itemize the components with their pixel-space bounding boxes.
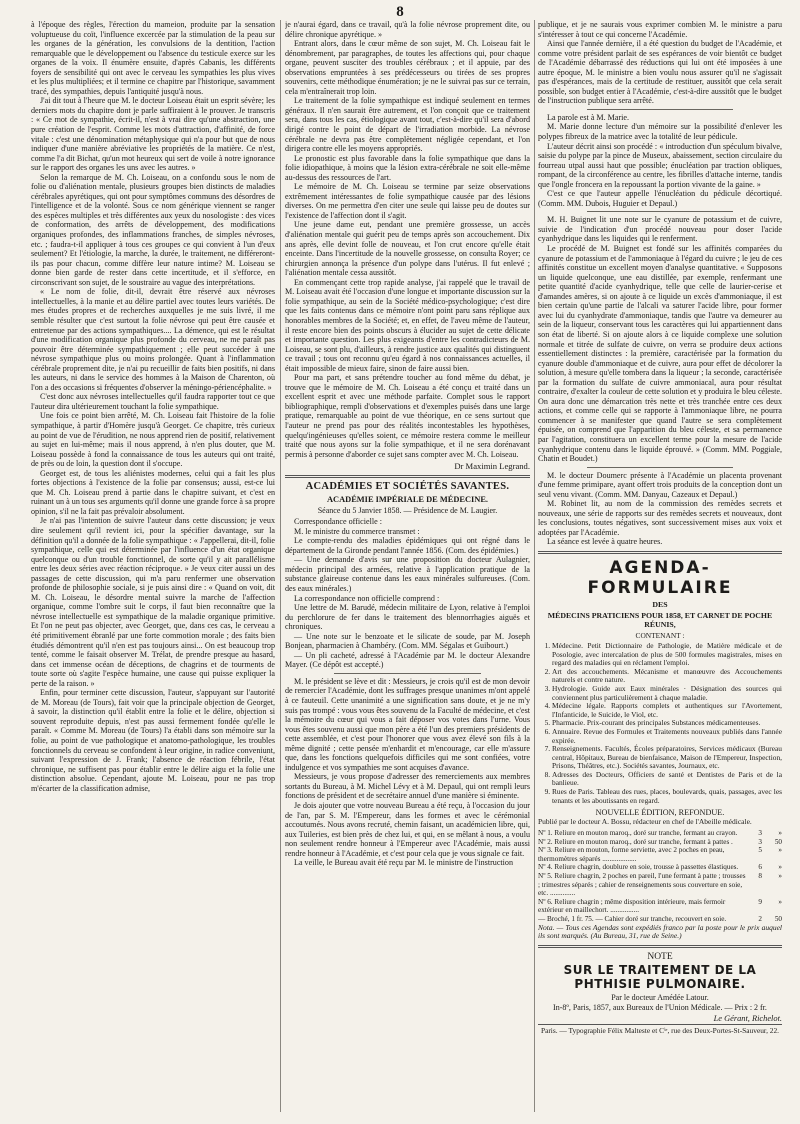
- price-cents: 50: [774, 915, 782, 923]
- price-label: Nº 5. Reliure chagrin, 2 poches en pareil, l'une fermant à patte ; trousses ; trimestres séparés ; cahier de renseignements sous couverture en soie, etc. ..............: [538, 872, 746, 898]
- paragraph: Le procédé de M. Buignet est fondé sur les affinités comparées du cyanure de potassium et de l'ammoniaque à l'égard du cuivre ; le jeu de ces affinités constitue un excellent moyen d'analyse quantitative. « Supposons un liquide quelconque, une eau distillée, par exemple, renfermant une petite quantité d'acide cyanhydrique, telle que celle de laurier-cerise et d'amandes amères, si on ajoute à ce liquide un excès d'ammoniaque, il est bien certain qu'une partie de l'alcali va saturer l'acide libre, pour former avec lui du cyanhydrate d'ammoniaque, tandis que l'autre va demeurer au sein de la liqueur, conservant tous les caractères qui lui appartiennent dans son état de liberté. Si on ajoute alors à ce liquide complexe une solution normale et titrée de sulfate de cuivre, on verra se produire deux actions essentiellement distinctes : la première, caractérisée par la formation du cyanure double d'ammoniaque et de cuivre, aura pour effet de décolorer la solution, à mesure qu'elle tombera dans la liqueur ; la seconde, caractérisée par la formation du sulfate de cuivre ammoniacal, aura pour résultat contraire, d'exalter la couleur de cette solution et y produira le bleu céleste. On aura donc une démarcation très nette et très tranchée entre ces deux actions, et comme celle qui se rapporte à l'ammoniaque libre, ne pourra commencer à se manifester que quand l'autre se sera complètement épuisée, on comprend que l'apparition du bleu céleste, et sa permanence par l'agitation, constituera un excellent terme pour la mesure de l'acide cyanhydrique contenu dans le liquide éprouvé. » (Comm. MM. Poggiale, Chatin et Boudet.): [538, 244, 782, 464]
- paragraph: Je dois ajouter que votre nouveau Bureau a été reçu, à l'occasion du jour de l'an, par S. M. l'Empereur, dans les formes et avec le cérémonial accoutumés. Nous avons recruté, chemin faisant, un académicien libre, qui, aux Tuileries, est bien près de chez lui, et qui, en se mêlant à nous, a voulu non seulement rendre honneur à l'Empereur avec l'Académie, mais aussi rendre honneur à l'Académie, et c'est pour cela que je vous signale ce fait.: [285, 801, 530, 858]
- list-item: 6. Annuaire. Revue des Formules et Traitements nouveaux publiés dans l'année expirée.: [552, 728, 782, 745]
- paragraph: Pour ma part, et sans prétendre toucher au fond même du débat, je trouve que le mémoire de M. Ch. Loiseau a été conçu et traité dans un excellent esprit et avec une méthode parfaite. Complet sous le rapport bibliographique, rempli d'observations et d'exemples puisés dans une large pratique, remarquable au point de vue théorique, en ce sens surtout que l'auteur ne prend pas pour des réalités incontestables les hypothèses, quelqu'ingénieuses qu'elles soient, ce mémoire restera comme le meilleur traité que nous ayons sur la folie sympathique, et il ne sera dorénavant permis à personne d'aborder ce sujet sans compter avec M. Ch. Loiseau.: [285, 373, 530, 459]
- price-label: Nº 2. Reliure en mouton maroq., doré sur tranche, fermant à pattes .: [538, 837, 733, 846]
- publisher-line: Publié par le docteur A. Bossu, rédacteur en chef de l'Abeille médicale.: [538, 817, 752, 827]
- price-francs: 5: [758, 846, 762, 855]
- price-label: Nº 4. Reliure chagrin, doublure en soie, trousse à passettes élastiques.: [538, 863, 739, 872]
- table-row: [538, 872, 782, 898]
- table-row: [538, 838, 782, 847]
- price-francs: 9: [758, 897, 762, 906]
- list-item: 7. Renseignements. Facultés, Écoles préparatoires, Services médicaux (Bureau central, Hôpitaux, Bureau de bienfaisance, Maison de l'Empereur, Inspection, Prisons, Théâtres, etc.). Sociétés savantes, Journaux, etc.: [552, 745, 782, 771]
- paragraph: C'est ce que l'auteur appelle l'énucléation du pédicule décortiqué. (Comm. MM. Dubois, Huguier et Depaul.): [538, 189, 782, 208]
- paragraph: La séance est levée à quatre heures.: [547, 537, 663, 547]
- column-1: [31, 20, 275, 1114]
- page-number: 8: [396, 4, 404, 20]
- paragraph: — Une demande d'avis sur une proposition du docteur Aulagnier, médecin principal des armées, relative à l'application pratique de la substance glaireuse contenue dans les eaux minérales sulfureuses. (Com. des eaux minérales.): [285, 555, 530, 593]
- paragraph: M. le docteur Doumerc présente à l'Académie un placenta provenant d'une femme primipare, ayant offert trois produits de la conception dont un seul venu vivant. (Comm. MM. Danyau, Cazeaux et Depaul.): [538, 470, 782, 499]
- paragraph: M. le ministre du commerce transmet :: [294, 526, 420, 536]
- paragraph: C'est donc aux névroses intellectuelles qu'il faudra rapporter tout ce que l'auteur dira ultérieurement touchant la folie sympathique.: [31, 392, 275, 411]
- paragraph: La correspondance non officielle comprend :: [294, 593, 440, 603]
- agenda-subtitle: DES: [652, 599, 668, 609]
- paragraph: Une fois ce point bien arrêté, M. Ch. Loiseau fait l'histoire de la folie sympathique, à partir d'Homère jusqu'à Georget. Ce chapitre, très curieux au point de vue de l'érudition, ne nous apprend rien de positif, relativement au sujet en lui-même; mais il nous apprend, à n'en plus douter, que M. Loiseau possède à fond la connaissance de tous les auteurs qui ont traité, de près ou de loin, la question dont il s'occupe.: [31, 411, 275, 469]
- price-francs: 3: [758, 829, 762, 838]
- section-heading: ACADÉMIES ET SOCIÉTÉS SAVANTES.: [305, 481, 510, 493]
- paragraph: — Une note sur le benzoate et le silicate de soude, par M. Joseph Bonjean, pharmacien à Chambéry. (Com. MM. Ségalas et Guibourt.): [285, 631, 530, 651]
- paragraph: Correspondance officielle :: [294, 517, 382, 527]
- price-cents: 50: [774, 837, 782, 846]
- paragraph: Le pronostic est plus favorable dans la folie sympathique que dans la folie idiopathique, à moins que la lésion extra-cérébrale ne soit elle-même au-dessus des ressources de l'art.: [285, 153, 530, 182]
- price-francs: 8: [758, 872, 762, 881]
- paragraph: à l'époque des règles, l'érection du mameion, produite par la sensation voluptueuse du coït, l'influence excercée par la stimulation de la peau sur les organes de la génération, les convulsions de la dentition, l'action remarquable que le développement ou l'absence du testicule exerce sur les organes de la voix. Il énumère ensuite, d'après Cabanis, les différents foyers de sensibilité qui ont avec le cerveau les sympathies les plus vives et les plus multipliées; et il termine ce chapitre par l'historique, savamment tracé, des sympathies, depuis l'antiquité jusqu'à nous.: [31, 20, 275, 96]
- list-item: 4. Médecine légale. Rapports complets et authentiques sur l'Avortement, l'Infanticide, le Suicide, le Viol, etc.: [552, 702, 782, 719]
- price-label: Nº 1. Reliure en mouton maroq., doré sur tranche, fermant au crayon.: [538, 829, 738, 838]
- column-3: [538, 20, 782, 1114]
- table-row: [538, 863, 782, 872]
- paragraph: La veille, le Bureau avait été reçu par M. le ministre de l'instruction: [294, 858, 514, 868]
- paragraph: publique, et je ne saurais vous exprimer combien M. le ministre a paru s'intéresser à tout ce qui concerne l'Académie.: [538, 20, 782, 39]
- manager-signature: Le Gérant, Richelot.: [713, 1014, 782, 1024]
- price-cents: »: [778, 846, 782, 855]
- price-francs: 3: [758, 837, 762, 846]
- paragraph: — Un pli cacheté, adressé à l'Académie par M. le docteur Alexandre Mayer. (Ce dépôt est accepté.): [285, 650, 530, 670]
- book-review-continuation: [31, 20, 275, 793]
- paragraph: Je n'ai pas l'intention de suivre l'auteur dans cette discussion; je veux dire seulement qu'il revient ici, pour la spécifier davantage, sur la définition qu'il a donnée de la folie sympathique : « J'appellerai, dit-il, folie sympathique, celle qui est déterminée par l'influence d'un état organique quelconque ou d'un trouble fonctionnel, de sorte qu'il y ait parallélisme entre les deux séries avec réaction réciproque. » Je veux citer aussi un des passages de cette discussion, qui m'a paru renfermer une observation profonde de philosophie sociale, si je puis ainsi dire : « Quand on voit, dit M. Ch. Loiseau, le désordre mental suivre la marche de l'affection organique, comme l'ombre suit le corps, il faut bien reconnaître que la névrose intellectuelle est sympathique de la maladie organique primitive. Et l'on ne peut pas objecter, avec Georget, que, dans ces cas, le cerveau a été primitivement ébranlé par une forte commotion morale ; des faits bien étudiés démontrent qu'il n'en est pas toujours ainsi... On est beaucoup trop tenté, comme le faisait observer M. Trélat, de prendre presque au hasard, dans cet immense océan de déceptions, de chagrins et de tourments de toute sorte où s'agite l'espèce humaine, une cause qui puisse expliquer la perte de la raison. »: [31, 516, 275, 688]
- divider: [587, 467, 733, 468]
- paragraph: L'auteur décrit ainsi son procédé : « introduction d'un spéculum bivalve, saisie du polype par la pince de Museux, abaissement, section circulaire du fourreau utpal aussi haut que possible; énucléation par traction obliques, rompant, de la circonférence au centre, les fibrilles d'attache interne, tandis que l'ongle froncera en la repoussant la portion vivante de la gaine. »: [538, 141, 782, 189]
- paragraph: M. le président se lève et dit : Messieurs, je crois qu'il est de mon devoir de remercier l'Académie, dont les suffrages presque unanimes m'ont appelé à ce fauteuil. Cette unanimité a une signification sans doute, et je ne m'y suis pas trompé : vous vous êtes souvenu de la Faculté de médecine, et c'est la mémoire du cœur qui vous a fait déposer vos votes dans l'urne. Vous vous êtes souvenu aussi que mon père a été l'un des premiers présidents de cette assemblée, et c'est pour l'honorer que vous avez élevé son fils à la même dignité ; cette pensée m'enhardit et m'encourage, car elle m'assure que, dans les fonctions quelquefois difficiles qui me sont confiées, votre indulgence et vos sympathies me sont acquises d'avance.: [285, 676, 530, 772]
- paragraph: M. Robinet lit, au nom de la commission des remèdes secrets et nouveaux, une série de rapports sur des remèdes secrets et nouveaux, dont les conclusions, toutes négatives, sont successivement mises aux voix et adoptées par l'Académie.: [538, 499, 782, 537]
- note-title: SUR LE TRAITEMENT DE LA PHTHISIE PULMONAIRE.: [563, 963, 757, 992]
- section-divider: [285, 475, 530, 478]
- price-francs: 6: [758, 863, 762, 872]
- paragraph: Une jeune dame eut, pendant une première grossesse, un accès d'aliénation mentale qui guérit peu de temps après son accouchement. Dix ans après, elle devint folle de nouveau, et l'on crut encore qu'elle était enceinte. Dans l'incertitude de la nouvelle grossesse, on consulta Royer; ce chirurgien annonça la présence d'un polype dans l'utérus. Il fut enlevé ; l'aliénation mentale cessa aussitôt.: [285, 220, 530, 278]
- paragraph: Selon la remarque de M. Ch. Loiseau, on a confondu sous le nom de folie ou d'aliénation mentale, plusieurs groupes bien distincts de maladies cérébrales apyrétiques, qui ont pour symptômes communs des désordres de l'intelligence et de la volonté. Sous ce nom générique viennent se ranger des espèces multiples et très différentes aux yeux du nosologiste : des vices de conformation, des arrêts de développement, des modifications organiques profondes, des inflammations franches, de simples névroses, etc. ; faudra-t-il appliquer à tous ces groupes ce qui convient à l'un d'eux seulement? Et l'étiologie, la marche, la durée, le traitement, ne différeront-ils pas pour chacun, comme diffère leur nature intime? M. Loiseau se donne bien garde de rester dans cette incertitude, et il s'efforce, en circonscrivant son sujet, de le soustraire au vague des interprétations.: [31, 172, 275, 287]
- paragraph: J'ai dit tout à l'heure que M. le docteur Loiseau était un esprit sévère; les derniers mots du chapitre dont je parle suffiraient à le prouver. Je transcris : « Ce mot de sympathie, écrit-il, n'est à vrai dire qu'une abstraction, une pure création de l'esprit. Comme les mots d'attraction, d'affinité, de force vitale : c'est une dénomination métaphysique qui n'a pour but que de nous indiquer d'une manière abréviative les propriétés de la matière. Ce n'est, comme l'a dit Bichat, qu'un mot heureux qui sert de voile à notre ignorance sur le rapport des organes les uns avec les autres. »: [31, 96, 275, 173]
- paragraph: Le mémoire de M. Ch. Loiseau se termine par seize observations extrêmement intéressantes de folie sympathique causée par des lésions diverses. On me permettra d'en citer une seule qui laisse peu de doutes sur l'existence de l'affection dont il s'agit.: [285, 182, 530, 220]
- paragraph: Messieurs, je vous propose d'adresser des remerciements aux membres sortants du Bureau, à M. Michel Lévy et à M. Depaul, qui ont rempli leurs fonctions de président et de secrétaire annuel d'une manière si éminente.: [285, 772, 530, 801]
- divider: [334, 673, 481, 674]
- paragraph: « Le nom de folie, dit-il, devrait être réservé aux névroses intellectuelles, à la manie et au délire partiel avec toutes leurs variétés. De mes études propres et de recherches auxquelles je me suis livré, il me semble résulter que c'est surtout la folie névrose qui peut être causée et entretenue par des actions sympathiques.... La démence, qui est le résultat d'une modification organique plus profonde du cerveau, ne me paraît pas pouvoir être déterminée sympathiquement ; elle peut succéder à une névrose sympathique plus ou moins prolongée. Quant à l'inflammation cérébrale proprement dite, je n'ai pu recueillir de faits bien positifs, ni dans les auteurs, ni dans le service des hommes à la Maison de Charenton, où l'on a des occasions si fréquentes d'observer la méningo-périencéphalite. »: [31, 287, 275, 392]
- paragraph: Une lettre de M. Barudé, médecin militaire de Lyon, relative à l'emploi du perchlorure de fer dans le traitement des blennorrhagies aiguës et chroniques.: [285, 603, 530, 632]
- printer-imprint: Paris. — Typographie Félix Malteste et Cⁱᵉ, rue des Deux-Portes-St-Sauveur, 22.: [538, 1024, 782, 1035]
- price-table: [538, 829, 782, 924]
- agenda-advertisement: [538, 558, 782, 941]
- price-cents: »: [778, 897, 782, 906]
- price-cents: »: [778, 863, 782, 872]
- list-item: 8. Adresses des Docteurs, Officiers de santé et Dentistes de Paris et de la banlieue.: [552, 771, 782, 788]
- section-divider: [538, 551, 782, 554]
- divider: [587, 109, 733, 110]
- paragraph: Ainsi que l'année dernière, il a été question du budget de l'Académie, et comme votre président parlait de ses espérances de voir bientôt ce budget de l'Académie débarrassé des réductions qui lui ont été imposées à une autre époque, M. le ministre a bien voulu nous assurer qu'il ne s'agissait pas d'espérances, mais de la certitude de restituer, aussitôt que cela serait possible, son budget entier à l'Académie, c'est-à-dire aussitôt que le budget de l'instruction publique sera arrêté.: [538, 39, 782, 106]
- paragraph: Le compte-rendu des maladies épidémiques qui ont régné dans le département de la Gironde pendant l'année 1856. (Com. des épidémies.): [285, 536, 530, 555]
- shipping-note: Nota. — Tous ces Agendas sont expédiés franco par la poste pour le prix auquel ils sont marqués. (Au Bureau, 31, rue de Seine.): [538, 922, 782, 941]
- paragraph: En commençant cette trop rapide analyse, j'ai rappelé que le travail de M. Loiseau avait été l'occasion d'une longue et importante discussion sur la folie sympathique, au sein de la Société médico-psychologique; c'est dire que les faits contenus dans ce mémoire n'ont point paru sans réplique aux honorables membres de la Société; et, en effet, de l'aveu même de l'auteur, il reste encore bien des points obscurs à élucider au sujet de cette délicate et importante question. Les plus exigeants d'entre les contradicteurs de M. Loiseau, se sont plu, d'ailleurs, à rendre justice aux qualités qui distinguent ce travail ; tous ont reconnu qu'eu égard à nos connaissances actuelles, il était impossible de mieux faire, sinon de faire aussi bien.: [285, 277, 530, 373]
- section-divider: [538, 945, 782, 948]
- table-row: [538, 829, 782, 838]
- note-advertisement: [538, 952, 782, 1012]
- column-2: [285, 20, 530, 1114]
- edition-note: NOUVELLE ÉDITION, REFONDUE.: [595, 808, 725, 818]
- table-row: [538, 846, 782, 863]
- price-cents: »: [778, 872, 782, 881]
- price-label: Nº 6. Reliure chagrin ; même disposition intérieure, mais fermoir extérieur en maillechort. ................: [538, 897, 726, 915]
- note-publication: In-8º, Paris, 1857, aux Bureaux de l'Union Médicale. — Prix : 2 fr.: [553, 1003, 767, 1013]
- academy-heading: ACADÉMIE IMPÉRIALE DE MÉDECINE.: [327, 495, 488, 505]
- paragraph: M. Marie donne lecture d'un mémoire sur la possibilité d'enlever les polypes fibreux de la matrice avec la totalité de leur pédicule.: [538, 122, 782, 142]
- agenda-contents-list: [538, 642, 782, 805]
- price-cents: »: [778, 829, 782, 838]
- agenda-title: AGENDA-FORMULAIRE: [587, 557, 733, 598]
- paragraph: La parole est à M. Marie.: [547, 112, 630, 122]
- paragraph: Georget est, de tous les aliénistes modernes, celui qui a fait les plus fortes objections à l'existence de la folie par consensus; aussi, est-ce lui que M. Ch. Loiseau prend à partie dans le chapitre suivant, et c'est en ruinant un à un tous ses arguments qu'il donne une grande force à sa propre opinion, s'il ne la fait pas prévaloir absolument.: [31, 468, 275, 516]
- paragraph: je n'aurai égard, dans ce travail, qu'à la folie névrose proprement dite, ou délire chronique apyrétique. »: [285, 20, 530, 39]
- list-item: 2. Art des accouchements. Mécanisme et manœuvre des Accouchements naturels et contre nature.: [552, 668, 782, 685]
- price-label: — Broché, 1 fr. 75. — Cahier doré sur tranche, recouvert en soie.: [538, 915, 727, 923]
- author-signature: Dr Maximin Legrand.: [454, 461, 530, 472]
- note-label: NOTE: [647, 952, 673, 963]
- price-francs: 2: [758, 915, 762, 923]
- table-row: [538, 898, 782, 915]
- list-item: 1. Médecine. Petit Dictionnaire de Pathologie, de Matière médicale et de Posologie, avec intercalation de plus de 500 formules magistrales, mises en regard des maladies qui en réclament l'emploi.: [552, 642, 782, 668]
- price-label: Nº 3. Reliure en mouton, forme serviette, avec 2 poches en peau, thermomètres séparés ...................: [538, 846, 725, 863]
- paragraph: Entrant alors, dans le cœur même de son sujet, M. Ch. Loiseau fait le dénombrement, par paragraphes, de toutes les affections qui, pour chaque organe, peuvent susciter des troubles cérébraux ; et il appuie, par des observations empruntées à ses prédécesseurs ou tirées de ses propres souvenirs, cette méthodique énumération; je ne le suivrai pas sur ce terrain, cela m'entraînerait trop loin.: [285, 39, 530, 96]
- paragraph: M. H. Buignet lit une note sur le cyanure de potassium et de cuivre, suivie de l'indication d'un procédé nouveau pour doser l'acide cyanhydrique dans les liquides qui le renferment.: [538, 215, 782, 244]
- paragraph: Le traitement de la folie sympathique est indiqué seulement en termes généraux. Il n'en saurait être autrement, et l'on conçoit que ce traitement sera, dans tous les cas, étiologique avant tout, c'est-à-dire qu'il sera d'abord dirigé contre le point de départ de l'irradiation morbide. La névrose cérébrale ne devra pas être complètement négligée cependant, et l'on dirigera contre elle les moyens appropriés.: [285, 96, 530, 154]
- column-rule: [534, 20, 535, 1112]
- agenda-subtitle: MÉDECINS PRATICIENS POUR 1858, ET CARNET DE POCHE RÉUNIS,: [547, 610, 773, 629]
- note-author: Par le docteur Amédée Latour.: [611, 993, 709, 1003]
- list-item: 9. Rues de Paris. Tableau des rues, places, boulevards, quais, passages, avec les tenants et les aboutissants en regard.: [552, 788, 782, 805]
- paragraph: Enfin, pour terminer cette discussion, l'auteur, s'appuyant sur l'autorité de M. Moreau (de Tours), fait voir que la principale objection de Georget, à savoir, la distinction qu'il établit entre la folie et le délire, objection si souvent reproduite depuis, n'est pas aussi fermement fondée qu'elle le paraît. « Comme M. Moreau (de Tours) l'a établi dans son mémoire sur la folie, au point de vue pathologique et anatomo-pathologique, les troubles fonctionnels du cerveau se confondent à leur origine, in radice conveniunt, suivant l'expression de J. Frank; l'absence de réaction fébrile, l'état chronique, ne suffisent pas pour établir entre le délire aigu et la folie une distinction absolue. Cependant, ajoute M. Loiseau, pour ne pas trop m'écarter de la classification admise,: [31, 688, 275, 793]
- agenda-subtitle: CONTENANT :: [635, 630, 685, 640]
- list-item: 3. Hydrologie. Guide aux Eaux minérales · Désignation des sources qui conviennent plus particulièrement à chaque maladie.: [552, 685, 782, 702]
- session-line: Séance du 5 Janvier 1858. — Présidence de M. Laugier.: [317, 506, 498, 516]
- list-item: 5. Pharmacie. Prix-courant des principales Substances médicamenteuses.: [552, 719, 782, 728]
- divider: [587, 211, 733, 212]
- column-rule: [280, 20, 281, 1112]
